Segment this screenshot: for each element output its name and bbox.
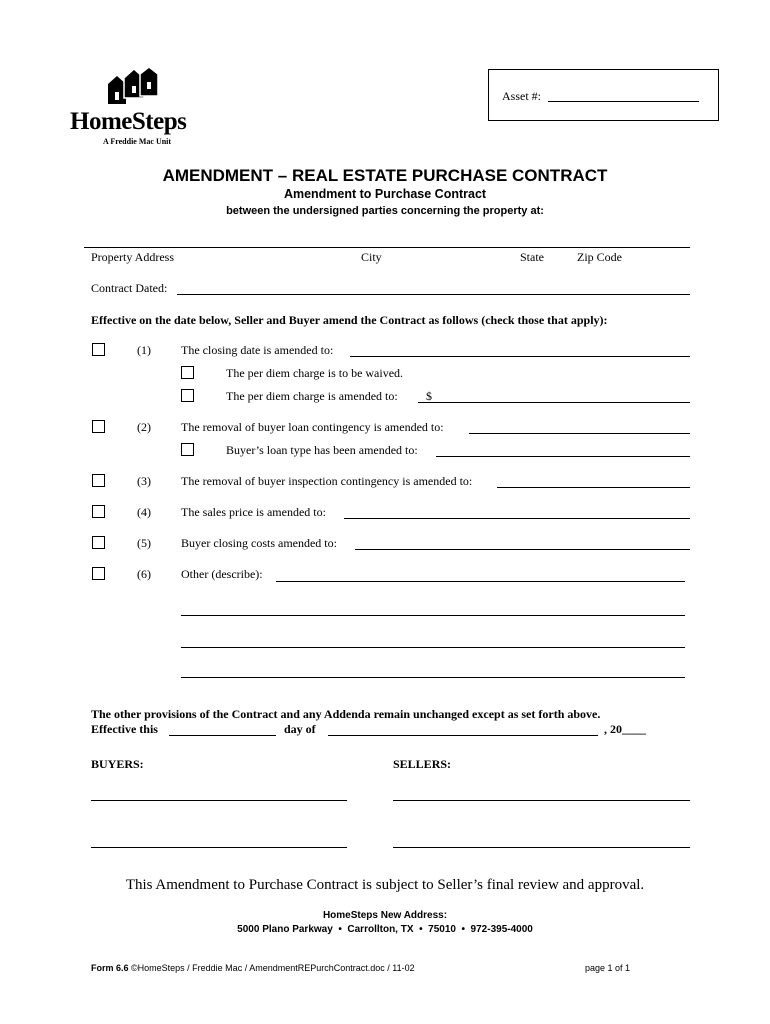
item-4-checkbox[interactable] — [92, 505, 105, 518]
item-6-checkbox[interactable] — [92, 567, 105, 580]
per-diem-amended-text: The per diem charge is amended to: — [226, 389, 398, 403]
other-describe-line-3[interactable] — [181, 647, 685, 648]
document-title: AMENDMENT – REAL ESTATE PURCHASE CONTRACT — [162, 166, 608, 185]
zip-code-label: Zip Code — [577, 250, 622, 264]
item-3-checkbox[interactable] — [92, 474, 105, 487]
footer-form — [91, 962, 415, 974]
state-label: State — [520, 250, 544, 264]
seller-signature-2[interactable] — [393, 847, 690, 848]
per-diem-waived-checkbox[interactable] — [181, 366, 194, 379]
property-field[interactable] — [84, 247, 690, 248]
sales-price-field[interactable] — [344, 518, 690, 519]
per-diem-amended-checkbox[interactable] — [181, 389, 194, 402]
logo-tagline: A Freddie Mac Unit — [103, 137, 172, 146]
city-label: City — [361, 250, 382, 264]
item-5-checkbox[interactable] — [92, 536, 105, 549]
item-4-text: The sales price is amended to: — [181, 505, 326, 519]
item-5-text: Buyer closing costs amended to: — [181, 536, 337, 550]
other-describe-line-2[interactable] — [181, 615, 685, 616]
logo-name: HomeSteps — [70, 108, 187, 135]
document-subtitle-2: between the undersigned parties concerning the property at: — [226, 205, 544, 217]
closing-costs-field[interactable] — [355, 549, 690, 550]
new-address-line: 5000 Plano Parkway • Carrollton, TX • 75010 • 972-395-4000 — [237, 924, 533, 935]
item-1-number: (1) — [137, 343, 151, 357]
buyer-signature-1[interactable] — [91, 800, 347, 801]
closing-date-field[interactable] — [350, 356, 690, 357]
asset-box — [488, 69, 719, 121]
loan-contingency-field[interactable] — [469, 433, 690, 434]
buyer-signature-2[interactable] — [91, 847, 347, 848]
effective-month-field[interactable] — [328, 735, 598, 736]
houses-icon — [106, 68, 162, 104]
day-of-label: day of — [284, 722, 316, 736]
item-3-text: The removal of buyer inspection contingency is amended to: — [181, 474, 473, 488]
document-subtitle: Amendment to Purchase Contract — [283, 187, 487, 201]
item-6-number: (6) — [137, 567, 151, 581]
item-4-number: (4) — [137, 505, 151, 519]
year-label: , 20____ — [604, 722, 646, 736]
item-1-checkbox[interactable] — [92, 343, 105, 356]
item-2-number: (2) — [137, 420, 151, 434]
effective-intro: Effective on the date below, Seller and Buyer amend the Contract as follows (check those that apply): — [91, 313, 608, 327]
homesteps-logo — [70, 68, 205, 148]
seller-signature-1[interactable] — [393, 800, 690, 801]
per-diem-waived-text: The per diem charge is to be waived. — [226, 366, 404, 380]
other-describe-line-4[interactable] — [181, 677, 685, 678]
contract-dated-label: Contract Dated: — [91, 281, 168, 295]
property-address-label: Property Address — [91, 250, 174, 264]
subject-to-review: This Amendment to Purchase Contract is subject to Seller’s final review and approval. — [125, 877, 645, 893]
loan-type-field[interactable] — [436, 456, 690, 457]
item-6-text: Other (describe): — [181, 567, 263, 581]
loan-type-checkbox[interactable] — [181, 443, 194, 456]
item-5-number: (5) — [137, 536, 151, 550]
item-2-checkbox[interactable] — [92, 420, 105, 433]
asset-label: Asset #: — [502, 89, 541, 103]
asset-field[interactable] — [548, 101, 699, 102]
contract-dated-field[interactable] — [177, 294, 690, 295]
buyers-label: BUYERS: — [91, 757, 144, 771]
provisions-text: The other provisions of the Contract and any Addenda remain unchanged except as set forth above. — [91, 707, 601, 721]
page-number: page 1 of 1 — [585, 963, 631, 973]
item-3-number: (3) — [137, 474, 151, 488]
other-describe-field[interactable] — [276, 581, 685, 582]
form-source: ©HomeSteps / Freddie Mac / AmendmentREPurchContract.doc / 11-02 — [128, 963, 415, 973]
sellers-label: SELLERS: — [393, 757, 452, 771]
new-address-title: HomeSteps New Address: — [322, 910, 448, 921]
form-number: Form 6.6 — [91, 963, 129, 973]
inspection-contingency-field[interactable] — [497, 487, 690, 488]
effective-this-label: Effective this — [91, 722, 158, 736]
loan-type-text: Buyer’s loan type has been amended to: — [226, 443, 418, 457]
item-2-text: The removal of buyer loan contingency is amended to: — [181, 420, 444, 434]
item-1-text: The closing date is amended to: — [181, 343, 334, 357]
per-diem-amount-field[interactable] — [418, 402, 690, 403]
dollar-sign: $ — [426, 389, 432, 403]
effective-day-field[interactable] — [169, 735, 276, 736]
